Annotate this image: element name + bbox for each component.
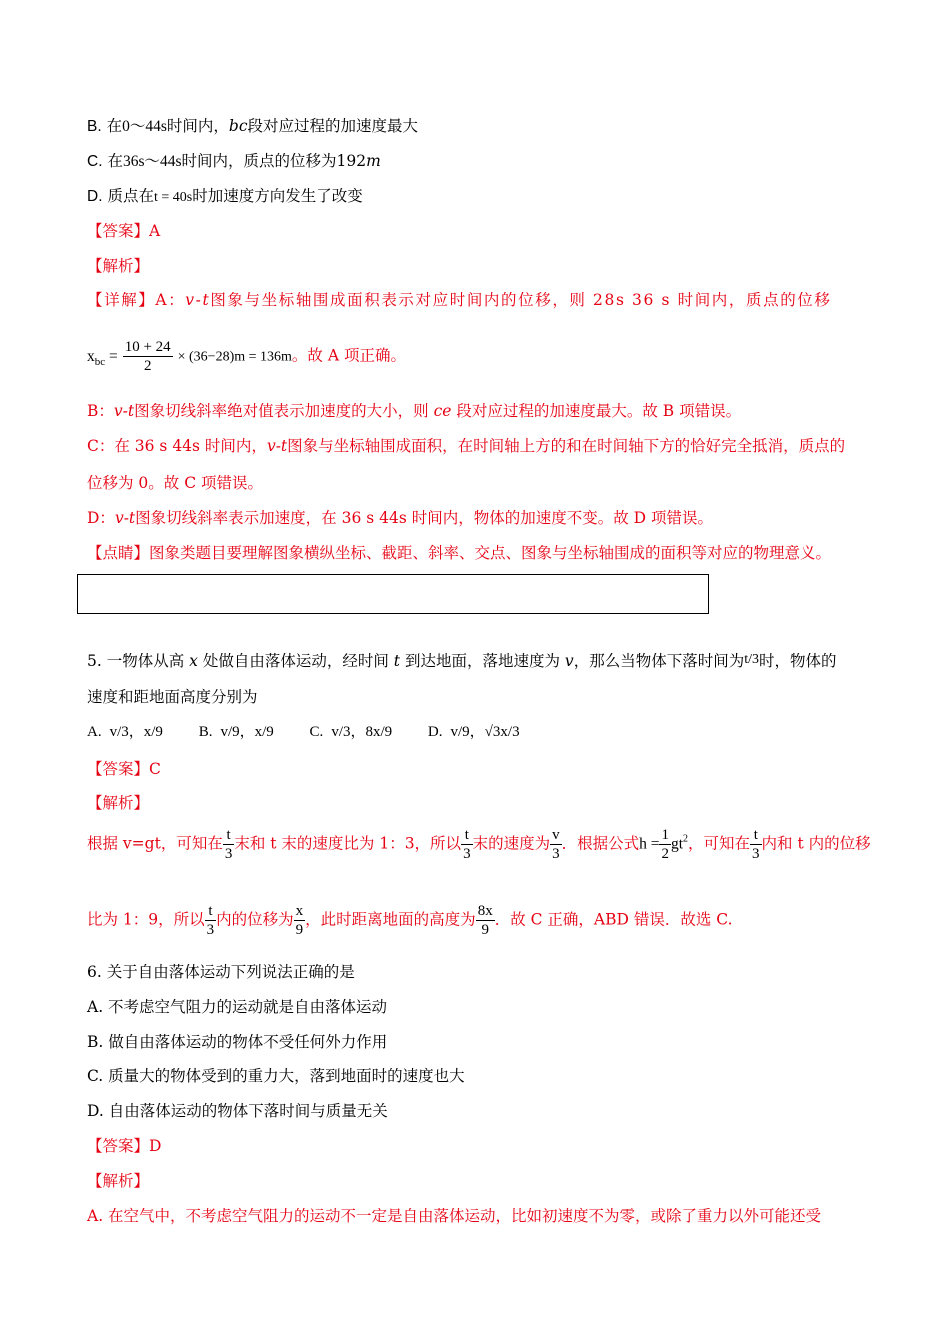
q6-option-d: D. 自由落体运动的物体下落时间与质量无关: [87, 1102, 388, 1120]
q4-option-c: C. 在36s～44s时间内，质点的位移为192m: [87, 152, 381, 170]
q4-detail-d: D：v-t图象切线斜率表示加速度，在 36 s 44s 时间内，物体的加速度不变。故 D 项错误。: [87, 509, 714, 527]
q4-detail-b: B：v-t图象切线斜率绝对值表示加速度的大小，则 ce 段对应过程的加速度最大。故 B 项错误。: [87, 402, 742, 420]
q5-answer: 【答案】C: [87, 760, 161, 778]
blank-box: [77, 574, 709, 614]
q4-point: 【点睛】图象类题目要理解图象横纵坐标、截距、斜率、交点、图象与坐标轴围成的面积等对应的物理意义。: [87, 544, 832, 562]
q4-answer: 【答案】A: [87, 222, 161, 240]
q5-option-c: C. v/3，8x/9: [309, 724, 393, 740]
q4-detail-a: 【详解】A：v-t图象与坐标轴围成面积表示对应时间内的位移，则 28s 36 s 时间内，质点的位移: [87, 291, 832, 309]
fraction-8x-over-9: $\frac{8x}{9}$: [477, 903, 493, 938]
q6-option-c: C. 质量大的物体受到的重力大，落到地面时的速度也大: [87, 1067, 465, 1085]
q6-answer: 【答案】D: [87, 1137, 162, 1155]
q6-stem: 6. 关于自由落体运动下列说法正确的是: [87, 963, 355, 981]
q6-option-a: A. 不考虑空气阻力的运动就是自由落体运动: [87, 998, 388, 1016]
fraction-t-over-3: $\frac{t}{3}$: [752, 827, 760, 862]
q4-detail-c-cont: 位移为 0。故 C 项错误。: [87, 474, 264, 492]
q4-option-b: B. 在0～44s时间内，bc段对应过程的加速度最大: [87, 117, 419, 135]
fraction-t-over-3: $\frac{t}{3}$: [224, 827, 233, 862]
q5-explanation-1: 根据 v=gt，可知在 $\frac{t}{3}$ 末和 t 末的速度比为 1：3，所以 $\frac{t}{3}$ 末的速度为 $\frac{v}{3}$ ．根据公式h = $\frac{1}{2}$ $gt^2$，可知在 $\frac{t}{3}$ 内和 t 内的位移: [87, 827, 871, 862]
q4-detail-c: C：在 36 s 44s 时间内，v-t图象与坐标轴围成面积，在时间轴上方的和在时间轴下方的恰好完全抵消，质点的: [87, 437, 846, 455]
q5-option-b: B. v/9，x/9: [198, 724, 274, 740]
q5-explanation-2: 比为 1：9，所以 $\frac{t}{3}$ 内的位移为 $\frac{x}{9}$ ，此时距离地面的高度为 $\frac{8x}{9}$ ．故 C 正确，ABD 错误．故选 C.: [87, 903, 733, 938]
q4-formula: $x_{bc}$ = $\frac{10 + 24}{2}$ × (36−28)m = 136m。故 A 项正确。: [87, 339, 406, 374]
q4-formula-fraction: $\frac{10 + 24}{2}$: [124, 339, 171, 374]
q6-explanation-a: A. 在空气中，不考虑空气阻力的运动不一定是自由落体运动，比如初速度不为零，或除了重力以外可能还受: [87, 1207, 822, 1225]
q6-analysis-heading: 【解析】: [87, 1172, 150, 1190]
fraction-v-over-3: $\frac{v}{3}$: [552, 827, 560, 862]
q5-analysis-heading: 【解析】: [87, 794, 150, 812]
q5-stem: 5. 一物体从高 x 处做自由落体运动，经时间 t 到达地面，落地速度为 v，那么当物体下落时间为t/3时，物体的: [87, 652, 837, 670]
fraction-t-over-3: $\frac{t}{3}$: [463, 827, 471, 862]
q5-stem-cont: 速度和距地面高度分别为: [87, 688, 258, 706]
fraction-x-over-9: $\frac{x}{9}$: [295, 903, 304, 938]
q6-option-b: B. 做自由落体运动的物体不受任何外力作用: [87, 1033, 388, 1051]
q4-option-d: D. 质点在t = 40s时加速度方向发生了改变: [87, 187, 363, 205]
q5-option-d: D. v/9，√3x/3: [427, 724, 520, 740]
q5-options: [87, 722, 550, 742]
fraction-1-over-2: $\frac{1}{2}$: [661, 827, 669, 862]
q5-option-a: A. v/3，x/9: [87, 724, 163, 740]
q4-analysis-heading: 【解析】: [87, 257, 150, 275]
fraction-t-over-3: $\frac{t}{3}$: [206, 903, 215, 938]
